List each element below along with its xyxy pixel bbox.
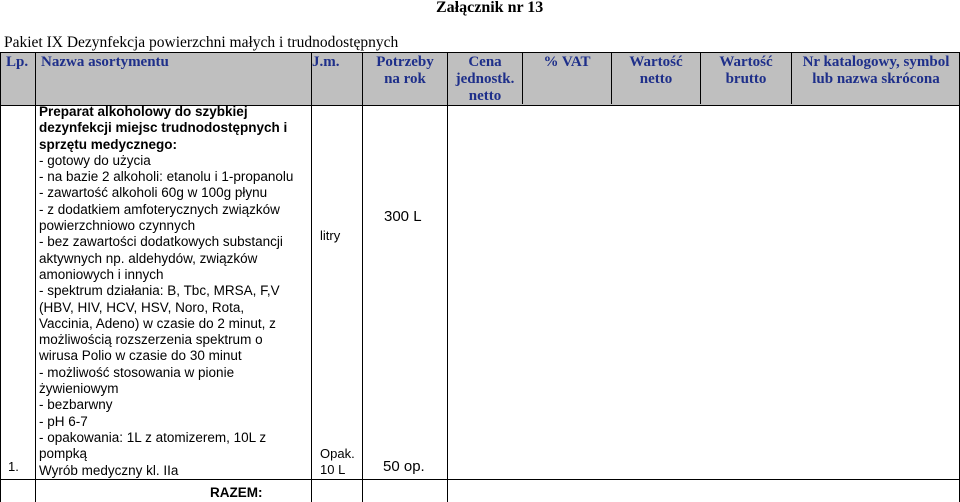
- col-needs-line2: na rok: [384, 71, 426, 87]
- desc-line: możliwością rozszerzenia spektrum o: [39, 332, 263, 348]
- desc-line: - z dodatkiem amfoterycznych związków: [39, 201, 280, 217]
- col-catalog-line2: lub nazwa skrócona: [812, 71, 940, 87]
- col-price-line1: Cena: [468, 54, 502, 70]
- grid-line: [522, 52, 523, 104]
- desc-line: aktywnych np. aldehydów, związków: [39, 250, 258, 266]
- col-name: Nazwa asortymentu: [41, 54, 169, 70]
- total-label: RAZEM:: [210, 485, 263, 500]
- grid-line: [791, 52, 792, 104]
- col-net-line2: netto: [639, 71, 673, 87]
- grid-line: [447, 52, 448, 502]
- desc-line: amoniowych i innych: [39, 266, 164, 282]
- desc-line: dezynfekcji miejsc trudnodostępnych i: [39, 120, 288, 136]
- col-gross: [701, 53, 791, 105]
- col-price: [448, 53, 522, 105]
- grid-line: [362, 52, 363, 502]
- item-lp: 1.: [8, 459, 19, 474]
- col-needs: [363, 53, 447, 105]
- desc-line: sprzętu medycznego:: [39, 136, 178, 152]
- item-package-unit-line1: Opak.: [320, 446, 355, 461]
- desc-line: powierzchniowo czynnych: [39, 218, 196, 234]
- desc-line: - możliwość stosowania w pionie: [39, 364, 235, 380]
- col-catalog: [792, 53, 960, 105]
- grid-line: [700, 52, 701, 104]
- col-net: [612, 53, 700, 105]
- col-gross-line1: Wartość: [719, 54, 773, 70]
- col-net-line1: Wartość: [629, 54, 683, 70]
- grid-line: [35, 52, 36, 502]
- summary-divider: [0, 479, 960, 480]
- desc-line: - gotowy do użycia: [39, 152, 151, 168]
- col-price-line2: jednostk.: [455, 71, 515, 87]
- table-header: [0, 52, 960, 106]
- desc-line: - opakowania: 1L z atomizerem, 10L z: [39, 429, 267, 445]
- package-title: Pakiet IX Dezynfekcja powierzchni małych i trudnodostępnych: [4, 34, 399, 51]
- col-catalog-line1: Nr katalogowy, symbol: [802, 54, 950, 70]
- col-unit: J.m.: [312, 54, 340, 70]
- item-description: [39, 104, 311, 479]
- item-unit: litry: [320, 228, 341, 243]
- col-needs-line1: Potrzeby: [376, 54, 434, 70]
- desc-line: wirusa Polio w czasie do 30 minut: [39, 348, 242, 364]
- desc-line: - pH 6-7: [39, 413, 88, 429]
- item-package-unit: [320, 446, 355, 478]
- desc-line: żywieniowym: [39, 381, 119, 397]
- desc-line: - na bazie 2 alkoholi: etanolu i 1-propanolu: [39, 169, 294, 185]
- desc-line: Preparat alkoholowy do szybkiej: [39, 104, 248, 119]
- desc-line: Vaccinia, Adeno) w czasie do 2 minut, z: [39, 315, 276, 331]
- desc-line: - zawartość alkoholi 60g w 100g płynu: [39, 185, 268, 201]
- grid-line: [0, 52, 1, 502]
- desc-line: Wyrób medyczny kl. IIa: [39, 462, 179, 478]
- item-package-unit-line2: 10 L: [320, 462, 346, 477]
- desc-line: - bezbarwny: [39, 397, 113, 413]
- annex-label: Załącznik nr 13: [436, 0, 544, 16]
- col-vat: % VAT: [543, 54, 591, 70]
- grid-line: [311, 52, 312, 502]
- item-package-quantity: 50 op.: [383, 458, 425, 475]
- desc-line: pompką: [39, 446, 88, 462]
- col-price-line3: netto: [468, 88, 502, 104]
- grid-line: [611, 52, 612, 104]
- desc-line: (HBV, HIV, HCV, HSV, Noro, Rota,: [39, 299, 245, 315]
- item-quantity: 300 L: [384, 208, 422, 225]
- desc-line: - spektrum działania: B, Tbc, MRSA, F,V: [39, 283, 280, 299]
- desc-line: - bez zawartości dodatkowych substancji: [39, 234, 283, 250]
- col-lp: Lp.: [6, 54, 29, 70]
- col-gross-line2: brutto: [725, 71, 767, 87]
